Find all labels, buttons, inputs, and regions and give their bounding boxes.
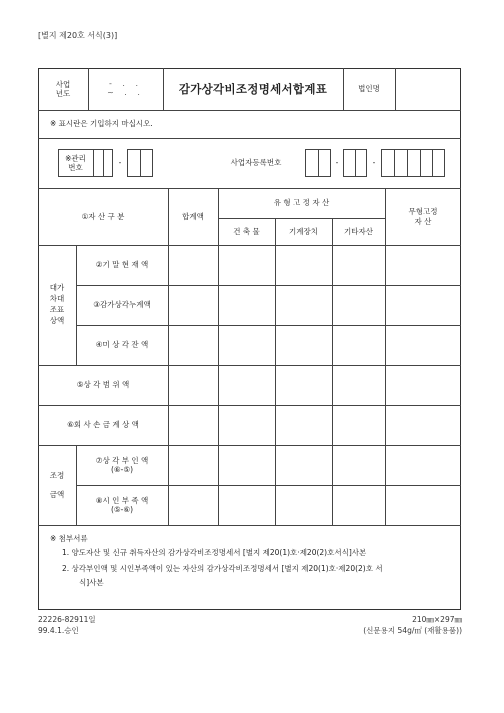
row-over-depr: ⑦상 각 부 인 액 (⑥-⑤) <box>95 455 149 474</box>
divider <box>407 149 408 177</box>
col-asset-category: ①자 산 구 분 <box>81 211 125 221</box>
col-total: 합계액 <box>182 211 204 221</box>
row-ending-balance: ②기 말 현 재 액 <box>95 260 149 270</box>
corp-name-field[interactable] <box>395 68 461 110</box>
paper-type: (신문용지 54g/㎡ (재활용품)) <box>363 626 462 635</box>
row-undepreciated: ④미 상 각 잔 액 <box>95 340 149 350</box>
divider <box>93 149 94 177</box>
col-building: 건 축 물 <box>233 226 260 236</box>
divider <box>275 218 276 525</box>
attachment-item-2: 2. 상각부인액 및 시인부족액이 있는 자산의 감가상각비조정명세서 [별지 제20(1)호·제20(2)호 서 <box>62 564 383 573</box>
row-under-depr: ⑧시 인 부 족 액 (⑤-⑥) <box>95 495 149 514</box>
dash: - <box>118 158 122 168</box>
col-tangible-group: 유 형 고 정 자 산 <box>273 198 330 208</box>
attachment-item-1: 1. 양도자산 및 신규 취득자산의 감가상각비조정명세서 [별지 제20(1)호·제20(2)호서식]사본 <box>62 548 367 557</box>
mgmt-number-label: ※관리 번호 <box>65 153 86 172</box>
divider <box>38 525 461 526</box>
form-reference: [별지 제20호 서식(3)] <box>38 31 118 40</box>
dash: - <box>372 158 376 168</box>
paper-size: 210㎜×297㎜ <box>412 615 462 624</box>
divider <box>140 149 141 177</box>
business-year-field[interactable]: - . . ~ . . <box>107 79 144 97</box>
divider <box>38 138 461 139</box>
dash: - <box>335 158 339 168</box>
col-machinery: 기계장치 <box>289 226 318 236</box>
row-accum-depr: ③감가상각누계액 <box>93 300 151 310</box>
divider <box>332 218 333 525</box>
approval-date: 99.4.1.승인 <box>38 626 79 635</box>
adjust-group-label: 조정 금액 <box>49 470 65 499</box>
row-company-depr: ⑥회 사 손 금 계 상 액 <box>67 420 139 430</box>
notice-text: ※ 표시란은 기입하지 마십시오. <box>50 119 153 129</box>
attachments-heading: ※ 첨부서류 <box>50 534 88 543</box>
divider <box>318 149 319 177</box>
col-other-assets: 기타자산 <box>344 226 373 236</box>
divider <box>432 149 433 177</box>
divider <box>355 149 356 177</box>
attachment-item-2-cont: 식]사본 <box>79 578 104 587</box>
bs-group-label: 대가 차대 조표 상액 <box>49 283 65 325</box>
corp-name-label: 법인명 <box>358 84 380 94</box>
row-depr-limit: ⑤상 각 범 위 액 <box>76 380 130 390</box>
form-code: 22226-82911일 <box>38 615 96 624</box>
business-year-label: 사업 년도 <box>55 79 71 98</box>
form-title: 감가상각비조정명세서합계표 <box>178 81 328 96</box>
divider <box>394 149 395 177</box>
biz-reg-field-3[interactable] <box>381 149 445 177</box>
biz-reg-label: 사업자등록번호 <box>230 158 282 168</box>
col-intangible: 무형고정 자 산 <box>408 207 438 226</box>
divider <box>420 149 421 177</box>
divider <box>103 149 104 177</box>
